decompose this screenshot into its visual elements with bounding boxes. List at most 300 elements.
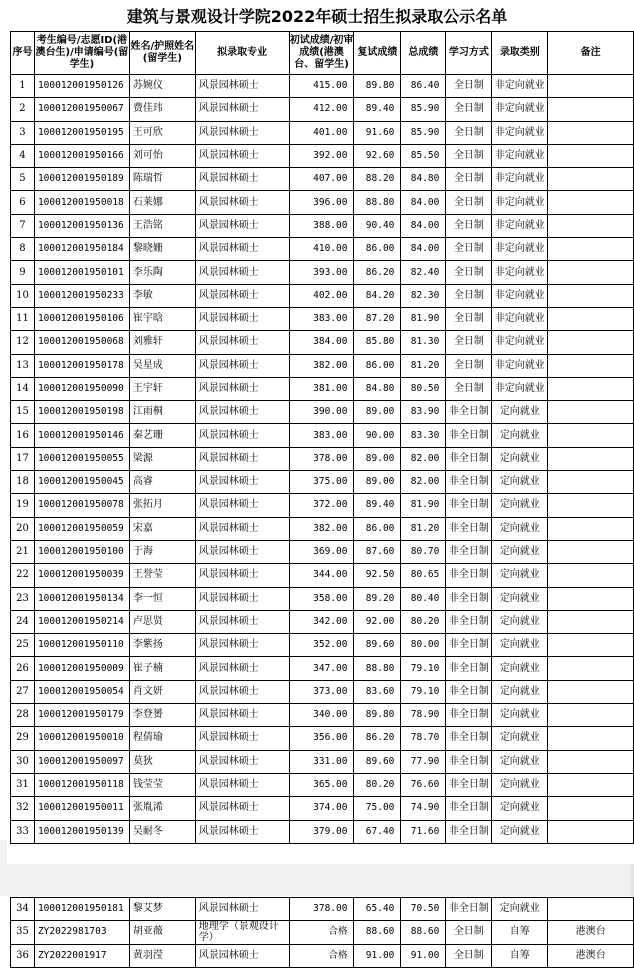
cell-study-mode: 非全日制 (446, 517, 492, 540)
cell-retest-score: 89.00 (354, 447, 401, 470)
header-seq: 序号 (11, 32, 35, 75)
cell-total-score: 88.60 (401, 921, 446, 944)
cell-retest-score: 89.80 (354, 75, 401, 98)
cell-note (548, 610, 634, 633)
cell-note (548, 354, 634, 377)
table-row (11, 517, 634, 540)
cell-seq: 22 (11, 564, 35, 587)
table-row (11, 214, 634, 237)
cell-candidate-id: 100012001950214 (34, 610, 129, 633)
cell-seq: 31 (11, 773, 35, 796)
cell-total-score: 80.20 (401, 610, 446, 633)
cell-major: 风景园林硕士 (195, 354, 289, 377)
cell-total-score: 76.60 (401, 773, 446, 796)
cell-retest-score: 92.00 (354, 610, 401, 633)
cell-total-score: 80.40 (401, 587, 446, 610)
cell-admission-category: 非定向就业 (492, 144, 548, 167)
cell-note (548, 307, 634, 330)
cell-note (548, 284, 634, 307)
cell-total-score: 81.30 (401, 331, 446, 354)
cell-major: 风景园林硕士 (195, 447, 289, 470)
cell-note (548, 750, 634, 773)
cell-seq: 9 (11, 261, 35, 284)
cell-initial-score: 390.00 (289, 401, 354, 424)
document-title: 建筑与景观设计学院2022年硕士招生拟录取公示名单 (126, 7, 508, 26)
cell-name: 刘可怡 (129, 144, 195, 167)
cell-retest-score: 86.00 (354, 517, 401, 540)
cell-name: 高睿 (129, 471, 195, 494)
header-study-mode: 学习方式 (446, 32, 492, 75)
cell-total-score: 81.90 (401, 307, 446, 330)
cell-seq: 23 (11, 587, 35, 610)
cell-seq: 21 (11, 540, 35, 563)
cell-initial-score: 407.00 (289, 168, 354, 191)
cell-name: 王可欣 (129, 121, 195, 144)
table-row (11, 921, 634, 944)
cell-admission-category: 定向就业 (492, 564, 548, 587)
table-row (11, 773, 634, 796)
cell-total-score: 81.20 (401, 517, 446, 540)
cell-initial-score: 388.00 (289, 214, 354, 237)
cell-retest-score: 90.40 (354, 214, 401, 237)
cell-candidate-id: 100012001950078 (34, 494, 129, 517)
cell-admission-category: 自筹 (492, 944, 548, 967)
cell-admission-category: 定向就业 (492, 797, 548, 820)
cell-initial-score: 375.00 (289, 471, 354, 494)
cell-total-score: 71.60 (401, 820, 446, 843)
cell-seq: 19 (11, 494, 35, 517)
cell-retest-score: 88.80 (354, 191, 401, 214)
cell-seq: 7 (11, 214, 35, 237)
cell-study-mode: 非全日制 (446, 797, 492, 820)
table-row (11, 610, 634, 633)
admission-table (10, 31, 634, 844)
cell-candidate-id: 100012001950067 (34, 98, 129, 121)
cell-total-score: 91.00 (401, 944, 446, 967)
cell-admission-category: 定向就业 (492, 494, 548, 517)
cell-note: 港澳台 (548, 921, 634, 944)
cell-candidate-id: 100012001950118 (34, 773, 129, 796)
cell-candidate-id: 100012001950054 (34, 680, 129, 703)
cell-major: 风景园林硕士 (195, 98, 289, 121)
cell-seq: 6 (11, 191, 35, 214)
cell-seq: 12 (11, 331, 35, 354)
cell-note (548, 238, 634, 261)
cell-name: 秦艺珊 (129, 424, 195, 447)
cell-name: 李敏 (129, 284, 195, 307)
cell-note (548, 704, 634, 727)
cell-name: 陈瑞哲 (129, 168, 195, 191)
cell-retest-score: 91.60 (354, 121, 401, 144)
cell-name: 肖文妍 (129, 680, 195, 703)
cell-initial-score: 331.00 (289, 750, 354, 773)
table-row (11, 75, 634, 98)
cell-total-score: 80.65 (401, 564, 446, 587)
cell-candidate-id: 100012001950166 (34, 144, 129, 167)
cell-study-mode: 非全日制 (446, 657, 492, 680)
cell-study-mode: 全日制 (446, 168, 492, 191)
table-row (11, 98, 634, 121)
cell-study-mode: 非全日制 (446, 587, 492, 610)
cell-initial-score: 382.00 (289, 517, 354, 540)
cell-total-score: 81.20 (401, 354, 446, 377)
cell-major: 风景园林硕士 (195, 121, 289, 144)
table-row (11, 634, 634, 657)
cell-seq: 18 (11, 471, 35, 494)
cell-retest-score: 65.40 (354, 898, 401, 921)
page-gap (0, 864, 634, 896)
cell-total-score: 78.90 (401, 704, 446, 727)
table-row (11, 331, 634, 354)
cell-admission-category: 定向就业 (492, 471, 548, 494)
cell-initial-score: 372.00 (289, 494, 354, 517)
cell-study-mode: 全日制 (446, 191, 492, 214)
cell-name: 钱莹莹 (129, 773, 195, 796)
cell-retest-score: 89.40 (354, 98, 401, 121)
cell-study-mode: 非全日制 (446, 820, 492, 843)
cell-retest-score: 89.60 (354, 750, 401, 773)
cell-initial-score: 340.00 (289, 704, 354, 727)
cell-candidate-id: 100012001950179 (34, 704, 129, 727)
cell-note (548, 494, 634, 517)
cell-major: 地理学（景观设计学） (195, 921, 289, 944)
table-row (11, 540, 634, 563)
cell-note (548, 75, 634, 98)
cell-admission-category: 非定向就业 (492, 307, 548, 330)
cell-initial-score: 412.00 (289, 98, 354, 121)
cell-admission-category: 非定向就业 (492, 284, 548, 307)
cell-seq: 29 (11, 727, 35, 750)
cell-note (548, 564, 634, 587)
cell-study-mode: 非全日制 (446, 447, 492, 470)
cell-total-score: 83.30 (401, 424, 446, 447)
cell-admission-category: 非定向就业 (492, 354, 548, 377)
cell-candidate-id: 100012001950233 (34, 284, 129, 307)
cell-name: 王宇轩 (129, 377, 195, 400)
cell-candidate-id: 100012001950106 (34, 307, 129, 330)
cell-seq: 20 (11, 517, 35, 540)
cell-initial-score: 384.00 (289, 331, 354, 354)
cell-seq: 11 (11, 307, 35, 330)
cell-candidate-id: ZY2022001917 (34, 944, 129, 967)
cell-admission-category: 非定向就业 (492, 168, 548, 191)
cell-note (548, 401, 634, 424)
cell-name: 张拓月 (129, 494, 195, 517)
cell-initial-score: 410.00 (289, 238, 354, 261)
cell-major: 风景园林硕士 (195, 820, 289, 843)
cell-initial-score: 381.00 (289, 377, 354, 400)
header-major: 拟录取专业 (195, 32, 289, 75)
cell-note (548, 727, 634, 750)
cell-name: 吴星成 (129, 354, 195, 377)
cell-study-mode: 全日制 (446, 214, 492, 237)
cell-seq: 5 (11, 168, 35, 191)
cell-name: 崔宇晗 (129, 307, 195, 330)
cell-initial-score: 373.00 (289, 680, 354, 703)
cell-major: 风景园林硕士 (195, 797, 289, 820)
cell-retest-score: 86.20 (354, 727, 401, 750)
cell-study-mode: 全日制 (446, 75, 492, 98)
cell-study-mode: 全日制 (446, 354, 492, 377)
cell-major: 风景园林硕士 (195, 144, 289, 167)
cell-note (548, 517, 634, 540)
cell-major: 风景园林硕士 (195, 75, 289, 98)
cell-initial-score: 347.00 (289, 657, 354, 680)
cell-admission-category: 自筹 (492, 921, 548, 944)
cell-note (548, 820, 634, 843)
cell-name: 李登赟 (129, 704, 195, 727)
cell-initial-score: 365.00 (289, 773, 354, 796)
cell-note (548, 634, 634, 657)
cell-admission-category: 定向就业 (492, 517, 548, 540)
cell-major: 风景园林硕士 (195, 168, 289, 191)
cell-candidate-id: 100012001950139 (34, 820, 129, 843)
cell-major: 风景园林硕士 (195, 657, 289, 680)
cell-initial-score: 356.00 (289, 727, 354, 750)
cell-retest-score: 88.60 (354, 921, 401, 944)
table-row (11, 797, 634, 820)
cell-total-score: 85.90 (401, 98, 446, 121)
cell-initial-score: 342.00 (289, 610, 354, 633)
cell-name: 黎晓姗 (129, 238, 195, 261)
cell-note (548, 587, 634, 610)
cell-candidate-id: 100012001950010 (34, 727, 129, 750)
cell-candidate-id: 100012001950184 (34, 238, 129, 261)
cell-candidate-id: 100012001950195 (34, 121, 129, 144)
cell-admission-category: 非定向就业 (492, 261, 548, 284)
cell-total-score: 77.90 (401, 750, 446, 773)
cell-admission-category: 非定向就业 (492, 191, 548, 214)
cell-initial-score: 393.00 (289, 261, 354, 284)
cell-admission-category: 定向就业 (492, 540, 548, 563)
cell-seq: 8 (11, 238, 35, 261)
cell-initial-score: 344.00 (289, 564, 354, 587)
cell-initial-score: 352.00 (289, 634, 354, 657)
cell-admission-category: 定向就业 (492, 820, 548, 843)
cell-candidate-id: 100012001950181 (34, 898, 129, 921)
table-row (11, 191, 634, 214)
cell-seq: 36 (11, 944, 35, 967)
cell-seq: 32 (11, 797, 35, 820)
cell-study-mode: 全日制 (446, 921, 492, 944)
cell-initial-score: 374.00 (289, 797, 354, 820)
cell-major: 风景园林硕士 (195, 331, 289, 354)
cell-retest-score: 83.60 (354, 680, 401, 703)
cell-initial-score: 401.00 (289, 121, 354, 144)
cell-seq: 13 (11, 354, 35, 377)
cell-admission-category: 定向就业 (492, 401, 548, 424)
cell-major: 风景园林硕士 (195, 214, 289, 237)
cell-note (548, 377, 634, 400)
cell-candidate-id: 100012001950100 (34, 540, 129, 563)
cell-retest-score: 80.20 (354, 773, 401, 796)
table-row (11, 307, 634, 330)
cell-seq: 35 (11, 921, 35, 944)
cell-major: 风景园林硕士 (195, 307, 289, 330)
cell-name: 宋嘉 (129, 517, 195, 540)
cell-seq: 28 (11, 704, 35, 727)
cell-major: 风景园林硕士 (195, 610, 289, 633)
cell-seq: 10 (11, 284, 35, 307)
cell-total-score: 79.10 (401, 657, 446, 680)
table-row (11, 680, 634, 703)
cell-name: 石莱娜 (129, 191, 195, 214)
cell-major: 风景园林硕士 (195, 401, 289, 424)
cell-seq: 30 (11, 750, 35, 773)
cell-seq: 17 (11, 447, 35, 470)
cell-major: 风景园林硕士 (195, 898, 289, 921)
cell-study-mode: 全日制 (446, 331, 492, 354)
cell-retest-score: 89.60 (354, 634, 401, 657)
cell-retest-score: 85.80 (354, 331, 401, 354)
cell-note (548, 471, 634, 494)
cell-retest-score: 89.80 (354, 704, 401, 727)
cell-retest-score: 88.20 (354, 168, 401, 191)
cell-total-score: 86.40 (401, 75, 446, 98)
cell-seq: 27 (11, 680, 35, 703)
cell-admission-category: 定向就业 (492, 424, 548, 447)
cell-total-score: 82.40 (401, 261, 446, 284)
cell-study-mode: 非全日制 (446, 610, 492, 633)
cell-study-mode: 全日制 (446, 307, 492, 330)
cell-study-mode: 非全日制 (446, 424, 492, 447)
cell-note (548, 424, 634, 447)
cell-major: 风景园林硕士 (195, 191, 289, 214)
cell-name: 吴耐冬 (129, 820, 195, 843)
table-row (11, 238, 634, 261)
cell-total-score: 82.00 (401, 447, 446, 470)
cell-total-score: 80.50 (401, 377, 446, 400)
cell-seq: 3 (11, 121, 35, 144)
header-note: 备注 (548, 32, 634, 75)
cell-total-score: 82.00 (401, 471, 446, 494)
cell-name: 王誉莹 (129, 564, 195, 587)
cell-candidate-id: 100012001950189 (34, 168, 129, 191)
cell-seq: 4 (11, 144, 35, 167)
cell-candidate-id: 100012001950097 (34, 750, 129, 773)
cell-admission-category: 定向就业 (492, 587, 548, 610)
cell-retest-score: 88.80 (354, 657, 401, 680)
cell-major: 风景园林硕士 (195, 587, 289, 610)
cell-retest-score: 90.00 (354, 424, 401, 447)
cell-seq: 14 (11, 377, 35, 400)
cell-seq: 33 (11, 820, 35, 843)
table-row (11, 494, 634, 517)
cell-study-mode: 全日制 (446, 284, 492, 307)
cell-admission-category: 定向就业 (492, 898, 548, 921)
cell-major: 风景园林硕士 (195, 377, 289, 400)
cell-admission-category: 定向就业 (492, 634, 548, 657)
cell-study-mode: 非全日制 (446, 773, 492, 796)
header-initial-score: 初试成绩/初审成绩(港澳台、留学生) (289, 32, 354, 75)
cell-initial-score: 392.00 (289, 144, 354, 167)
cell-candidate-id: 100012001950101 (34, 261, 129, 284)
cell-admission-category: 定向就业 (492, 447, 548, 470)
cell-note: 港澳台 (548, 944, 634, 967)
cell-initial-score: 378.00 (289, 898, 354, 921)
cell-major: 风景园林硕士 (195, 540, 289, 563)
cell-seq: 34 (11, 898, 35, 921)
cell-study-mode: 全日制 (446, 98, 492, 121)
cell-note (548, 657, 634, 680)
table-row (11, 144, 634, 167)
cell-total-score: 80.70 (401, 540, 446, 563)
cell-total-score: 84.00 (401, 191, 446, 214)
cell-admission-category: 定向就业 (492, 680, 548, 703)
table-row (11, 168, 634, 191)
cell-major: 风景园林硕士 (195, 944, 289, 967)
cell-study-mode: 非全日制 (446, 634, 492, 657)
header-name: 姓名/护照姓名(留学生) (129, 32, 195, 75)
cell-retest-score: 92.50 (354, 564, 401, 587)
cell-major: 风景园林硕士 (195, 261, 289, 284)
cell-note (548, 540, 634, 563)
cell-retest-score: 84.80 (354, 377, 401, 400)
cell-retest-score: 89.00 (354, 471, 401, 494)
cell-study-mode: 全日制 (446, 238, 492, 261)
cell-major: 风景园林硕士 (195, 773, 289, 796)
cell-major: 风景园林硕士 (195, 471, 289, 494)
cell-note (548, 98, 634, 121)
cell-major: 风景园林硕士 (195, 634, 289, 657)
cell-admission-category: 非定向就业 (492, 238, 548, 261)
header-total-score: 总成绩 (401, 32, 446, 75)
cell-total-score: 79.10 (401, 680, 446, 703)
cell-seq: 25 (11, 634, 35, 657)
cell-study-mode: 全日制 (446, 144, 492, 167)
cell-note (548, 447, 634, 470)
cell-total-score: 84.80 (401, 168, 446, 191)
cell-admission-category: 非定向就业 (492, 214, 548, 237)
table-row (11, 820, 634, 843)
cell-retest-score: 89.40 (354, 494, 401, 517)
cell-seq: 26 (11, 657, 35, 680)
cell-name: 莫狄 (129, 750, 195, 773)
cell-name: 梁源 (129, 447, 195, 470)
cell-candidate-id: 100012001950126 (34, 75, 129, 98)
cell-retest-score: 91.00 (354, 944, 401, 967)
cell-admission-category: 非定向就业 (492, 75, 548, 98)
cell-retest-score: 89.00 (354, 401, 401, 424)
cell-seq: 2 (11, 98, 35, 121)
cell-candidate-id: 100012001950039 (34, 564, 129, 587)
cell-admission-category: 定向就业 (492, 704, 548, 727)
cell-retest-score: 84.20 (354, 284, 401, 307)
cell-admission-category: 非定向就业 (492, 121, 548, 144)
cell-total-score: 70.50 (401, 898, 446, 921)
cell-total-score: 85.50 (401, 144, 446, 167)
cell-seq: 1 (11, 75, 35, 98)
cell-study-mode: 非全日制 (446, 471, 492, 494)
cell-candidate-id: 100012001950059 (34, 517, 129, 540)
cell-initial-score: 382.00 (289, 354, 354, 377)
cell-study-mode: 非全日制 (446, 898, 492, 921)
header-retest-score: 复试成绩 (354, 32, 401, 75)
cell-name: 黄羽滢 (129, 944, 195, 967)
cell-note (548, 898, 634, 921)
cell-study-mode: 非全日制 (446, 727, 492, 750)
cell-name: 李紫扬 (129, 634, 195, 657)
cell-study-mode: 非全日制 (446, 494, 492, 517)
cell-total-score: 83.90 (401, 401, 446, 424)
cell-note (548, 261, 634, 284)
cell-study-mode: 非全日制 (446, 564, 492, 587)
cell-name: 卢思贤 (129, 610, 195, 633)
cell-major: 风景园林硕士 (195, 680, 289, 703)
cell-initial-score: 396.00 (289, 191, 354, 214)
table-row (11, 564, 634, 587)
cell-study-mode: 非全日制 (446, 680, 492, 703)
